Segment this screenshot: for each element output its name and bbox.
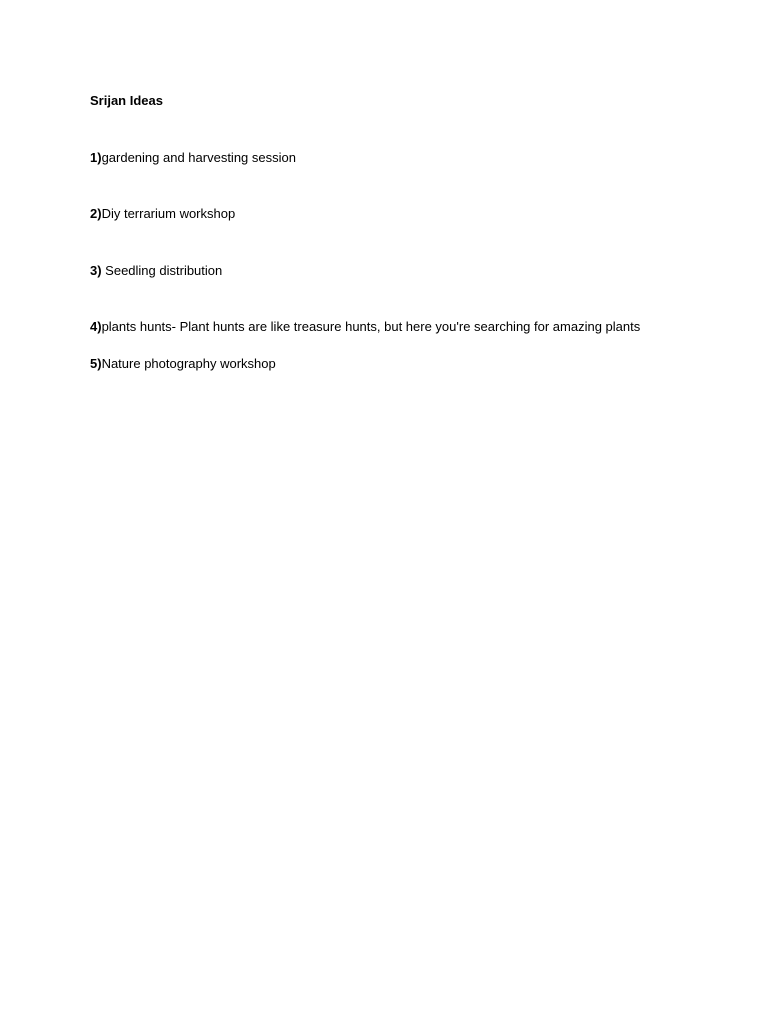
idea-item	[90, 318, 640, 335]
idea-text: Nature photography workshop	[101, 356, 276, 371]
document-title: Srijan Ideas	[90, 93, 163, 108]
idea-item	[90, 149, 296, 166]
idea-number: 2)	[90, 206, 102, 221]
idea-text: Seedling distribution	[105, 263, 223, 278]
idea-text: gardening and harvesting session	[101, 150, 296, 165]
idea-number: 4)	[90, 319, 102, 334]
idea-item	[90, 205, 235, 222]
idea-text: plants hunts- Plant hunts are like treasure hunts, but here you're searching for amazing plants	[101, 319, 641, 334]
idea-item	[90, 355, 276, 372]
idea-item	[90, 262, 222, 279]
idea-number: 1)	[90, 150, 102, 165]
idea-number: 5)	[90, 356, 102, 371]
idea-number: 3)	[90, 263, 106, 278]
idea-text: Diy terrarium workshop	[101, 206, 236, 221]
